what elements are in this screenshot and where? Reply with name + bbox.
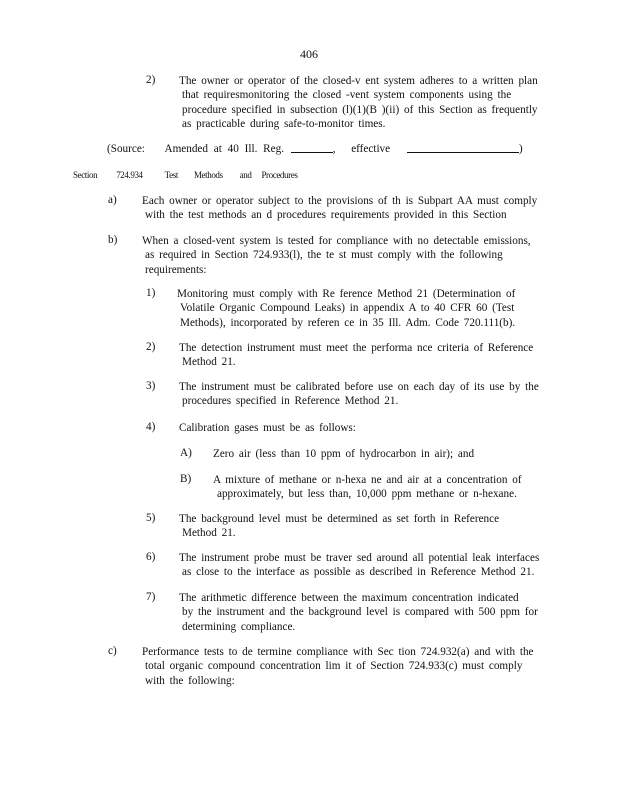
source-note: [107, 142, 523, 155]
text-line: Method 21.: [182, 527, 236, 540]
source-close: ): [518, 143, 523, 155]
text-line: determining compliance.: [182, 620, 296, 633]
subsection-label: b): [108, 234, 118, 246]
text-line: The detection instrument must meet the performa nce criteria of Reference: [179, 342, 534, 354]
item-label: B): [180, 473, 192, 485]
source-effective: effective: [351, 143, 391, 155]
item-text: [179, 341, 534, 370]
subsection-label: a): [108, 194, 117, 206]
item-text: [179, 512, 500, 541]
section-title-word: Test: [164, 170, 178, 180]
text-line: The background level must be determined as set forth in Reference: [179, 513, 500, 525]
text-line: that requiresmonitoring the closed -vent system components using the: [182, 89, 512, 102]
text-line: Method 21.: [182, 356, 236, 369]
text-line: The arithmetic difference between the maximum concentration indicated: [179, 592, 519, 604]
text-line: with the following:: [145, 674, 235, 687]
text-line: Calibration gases must be as follows:: [179, 422, 356, 434]
text-line: procedures specified in Reference Method 21.: [182, 395, 399, 408]
text-line: by the instrument and the background level is compared with 500 ppm for: [182, 606, 538, 619]
item-text: [177, 287, 523, 330]
item-label: 4): [146, 421, 156, 433]
blank-line: [407, 142, 519, 153]
item-text: [179, 380, 539, 409]
text-line: A mixture of methane or n-hexa ne and air at a concentration of: [213, 474, 522, 486]
text-line: The owner or operator of the closed-v ent system adheres to a written plan: [179, 75, 538, 87]
section-title-word: and: [239, 170, 252, 180]
text-line: requirements:: [145, 263, 207, 276]
text-line: with the test methods an d procedures requirements provided in this Section: [145, 209, 507, 222]
text-line: Zero air (less than 10 ppm of hydrocarbon in air); and: [213, 448, 475, 460]
item-text: [179, 591, 537, 634]
item-text: [213, 473, 521, 502]
item-label: 5): [146, 512, 156, 524]
item-text: [179, 74, 538, 131]
item-text: [179, 551, 540, 580]
subsection-label: c): [108, 645, 117, 657]
section-title-word: Procedures: [261, 170, 298, 180]
item-label: 2): [146, 341, 156, 353]
item-label: 6): [146, 551, 156, 563]
text-line: total organic compound concentration lim it of Section 724.933(c) must comply: [145, 660, 523, 673]
text-line: as required in Section 724.933(l), the te st must comply with the following: [145, 249, 503, 262]
subsection-text: [142, 194, 538, 223]
item-text: [179, 421, 529, 435]
text-line: When a closed-vent system is tested for compliance with no detectable emissions,: [142, 235, 531, 247]
item-label: 7): [146, 591, 156, 603]
source-comma: ,: [332, 143, 336, 155]
text-line: procedure specified in subsection (l)(1)(B )(ii) of this Section as frequently: [182, 103, 538, 116]
item-label: 1): [146, 287, 156, 299]
source-text: Amended at 40 Ill. Reg.: [164, 143, 284, 155]
text-line: approximately, but less than, 10,000 ppm methane or n-hexane.: [217, 488, 517, 501]
item-label: 2): [146, 74, 156, 86]
source-label: (Source:: [107, 143, 145, 155]
item-label: 3): [146, 380, 156, 392]
section-title-word: Methods: [193, 170, 223, 180]
section-heading: [73, 170, 297, 180]
text-line: Monitoring must comply with Re ference Method 21 (Determination of: [177, 288, 516, 300]
text-line: Each owner or operator subject to the provisions of th is Subpart AA must comply: [142, 195, 538, 207]
text-line: Methods), incorporated by referen ce in 35 Ill. Adm. Code 720.111(b).: [180, 316, 516, 329]
item-text: [213, 447, 513, 461]
item-label: A): [180, 447, 192, 459]
text-line: as close to the interface as possible as described in Reference Method 21.: [182, 566, 535, 579]
section-word: Section: [73, 170, 98, 180]
section-number: 724.934: [116, 170, 143, 180]
text-line: as practicable during safe-to-monitor times.: [182, 117, 386, 130]
text-line: The instrument probe must be traver sed around all potential leak interfaces: [179, 552, 540, 564]
text-line: Volatile Organic Compound Leaks) in appendix A to 40 CFR 60 (Test: [180, 302, 515, 315]
text-line: The instrument must be calibrated before use on each day of its use by the: [179, 381, 539, 393]
page-number: 406: [300, 47, 318, 61]
subsection-text: [142, 234, 533, 277]
text-line: Performance tests to de termine compliance with Sec tion 724.932(a) and with the: [142, 646, 534, 658]
blank-line: [291, 142, 333, 153]
subsection-text: [142, 645, 535, 688]
